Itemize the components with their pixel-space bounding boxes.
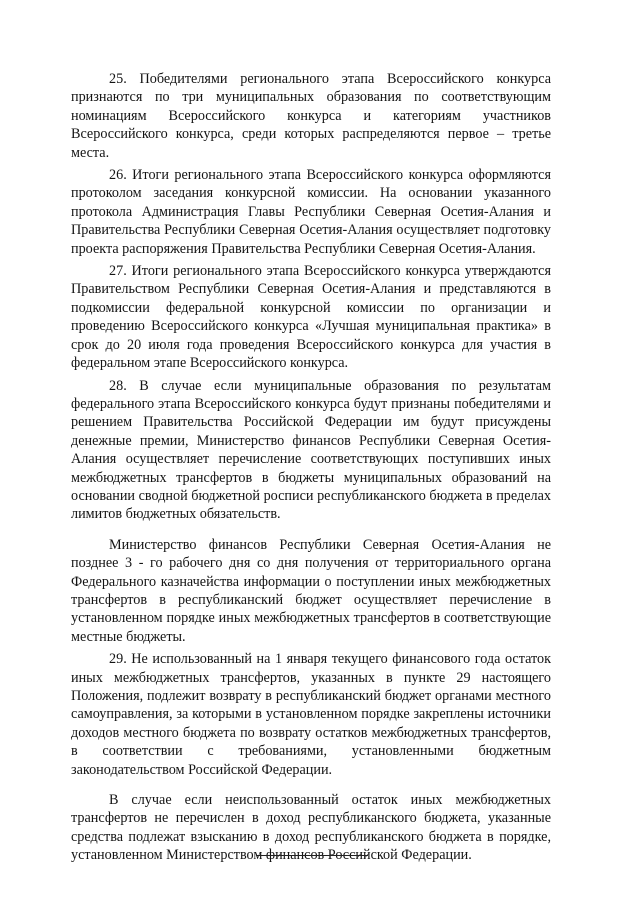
paragraph-28: 28. В случае если муниципальные образования по результатам федерального этапа Всероссийского конкурса будут признаны победителями и решением Правительства Российской Федерации им будут присуждены денежные премии, Министерство финансов Республики Северная Осетия-Алания осуществляет перечисление соответствующих поступивших иных межбюджетных трансфертов в бюджеты муниципальных образований на основании сводной бюджетной росписи республиканского бюджета в пределах лимитов бюджетных обязательств. [71, 377, 551, 523]
document-page [71, 70, 551, 869]
paragraph-26: 26. Итоги регионального этапа Всероссийского конкурса оформляются протоколом заседания конкурсной комиссии. На основании указанного протокола Администрация Главы Республики Северная Осетия-Алания и Правительства Республики Северная Осетия-Алания осуществляет подготовку проекта распоряжения Правительства Республики Северная Осетия-Алания. [71, 167, 551, 257]
paragraph-27: 27. Итоги регионального этапа Всероссийского конкурса утверждаются Правительством Республики Северная Осетия-Алания и представляются в подкомиссии федеральной конкурсной комиссии по организации и проведению Всероссийского конкурса «Лучшая муниципальная практика» в срок до 20 июля года проведения Всероссийского конкурса для участия в федеральном этапе Всероссийского конкурса. [71, 263, 551, 372]
paragraph-25: 25. Победителями регионального этапа Всероссийского конкурса признаются по три муниципальных образования по соответствующим номинациям Всероссийского конкурса и категориям участников Всероссийского конкурса, среди которых распределяются первое – третье места. [71, 71, 551, 161]
paragraph-28-continuation: Министерство финансов Республики Северная Осетия-Алания не позднее 3 - го рабочего дня со дня получения от территориального органа Федерального казначейства информации о поступлении иных межбюджетных трансфертов в республиканский бюджет осуществляет перечисление в установленном порядке иных межбюджетных трансфертов в соответствующие местные бюджеты. [71, 536, 551, 645]
paragraph-29: 29. Не использованный на 1 января текущего финансового года остаток иных межбюджетных трансфертов, указанных в пункте 29 настоящего Положения, подлежит возврату в республиканский бюджет органами местного самоуправления, за которыми в установленном порядке закреплены источники доходов местного бюджета по возврату остатков межбюджетных трансфертов, в соответствии с требованиями, установленными бюджетным законодательством Российской Федерации. [71, 651, 551, 778]
paragraph-29-continuation: В случае если неиспользованный остаток иных межбюджетных трансфертов не перечислен в доход республиканского бюджета, указанные средства подлежат взысканию в доход республиканского бюджета в порядке, установленном Министерством финансов Российской Федерации. [71, 792, 551, 864]
closing-divider-line [256, 855, 368, 856]
